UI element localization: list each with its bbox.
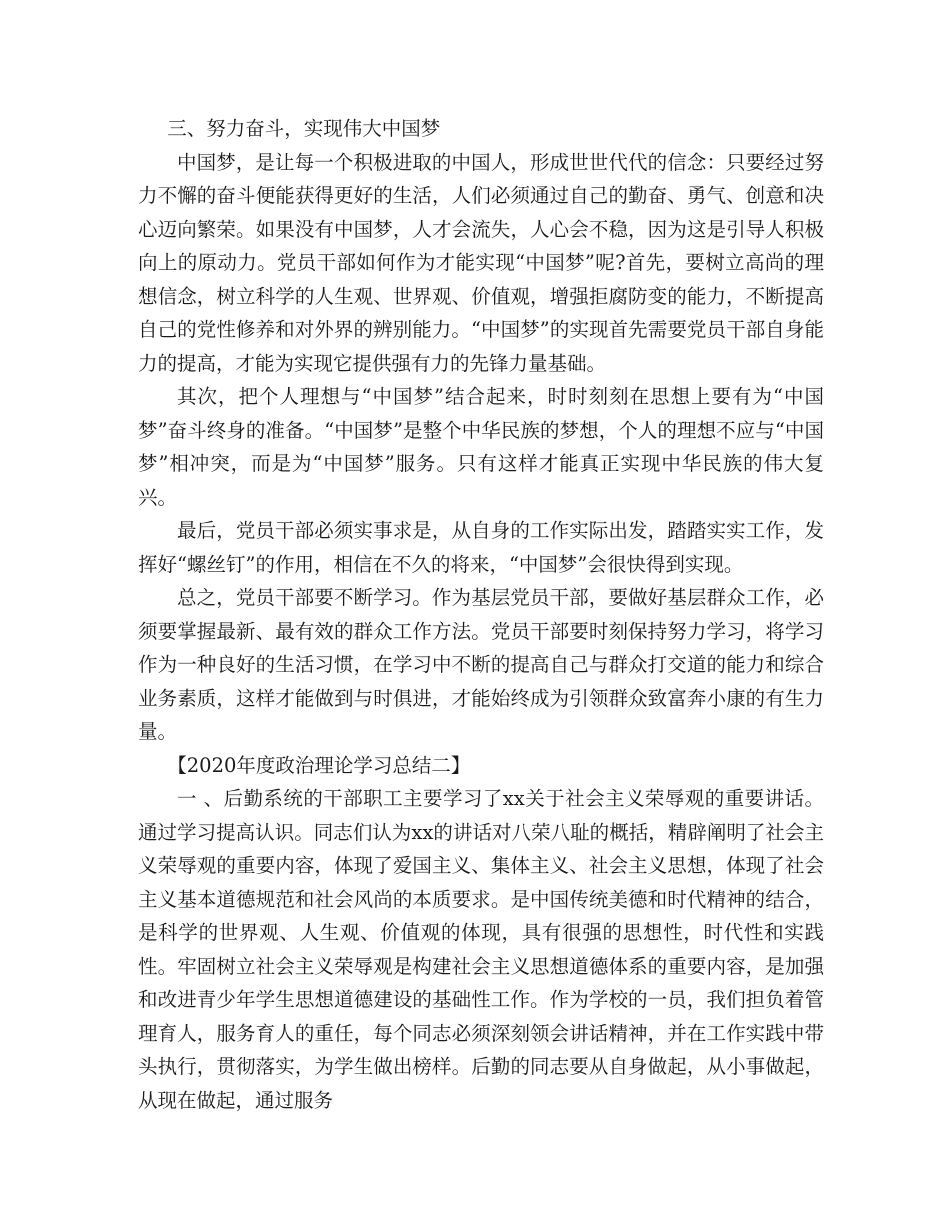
paragraph: 一 、后勤系统的干部职工主要学习了xx关于社会主义荣辱观的重要讲话。通过学习提高认识。同志们认为xx的讲话对八荣八耻的概括，精辟阐明了社会主义荣辱观的重要内容，体现了爱国主义、集体主义、社会主义思想，体现了社会主义基本道德规范和社会风尚的本质要求。是中国传统美德和时代精神的结合，是科学的世界观、人生观、价值观的体现，具有很强的思想性，时代性和实践性。牢固树立社会主义荣辱观是构建社会主义思想道德体系的重要内容，是加强和改进青少年学生思想道德建设的基础性工作。作为学校的一员，我们担负着管理育人，服务育人的重任，每个同志必须深刻领会讲话精神，并在工作实践中带头执行，贯彻落实，为学生做出榜样。后勤的同志要从自身做起，从小事做起，从现在做起，通过服务 [138,787,824,1112]
section-heading: 三、努力奋斗，实现伟大中国梦 [167,117,441,140]
paragraph: 总之，党员干部要不断学习。作为基层党员干部，要做好基层群众工作，必须要掌握最新、最有效的群众工作方法。党员干部要时刻保持努力学习，将学习作为一种良好的生活习惯，在学习中不断的提高自己与群众打交道的能力和综合业务素质，这样才能做到与时俱进，才能始终成为引领群众致富奔小康的有生力量。 [138,586,824,743]
paragraph: 其次，把个人理想与“中国梦”结合起来，时时刻刻在思想上要有为“中国梦”奋斗终身的准备。“中国梦”是整个中华民族的梦想，个人的理想不应与“中国梦”相冲突，而是为“中国梦”服务。只有这样才能真正实现中华民族的伟大复兴。 [138,385,824,509]
paragraph: 中国梦，是让每一个积极进取的中国人，形成世世代代的信念：只要经过努力不懈的奋斗便能获得更好的生活，人们必须通过自己的勤奋、勇气、创意和决心迈向繁荣。如果没有中国梦，人才会流失，人心会不稳，因为这是引导人积极向上的原动力。党员干部如何作为才能实现“中国梦”呢?首先，要树立高尚的理想信念，树立科学的人生观、世界观、价值观，增强拒腐防变的能力，不断提高自己的党性修养和对外界的辨别能力。“中国梦”的实现首先需要党员干部自身能力的提高，才能为实现它提供强有力的先锋力量基础。 [138,150,824,375]
paragraph: 最后，党员干部必须实事求是，从自身的工作实际出发，踏踏实实工作，发挥好“螺丝钉”的作用，相信在不久的将来，“中国梦”会很快得到实现。 [138,519,824,576]
document-body [138,112,824,1117]
section-heading: 【2020年度政治理论学习总结二】 [167,753,471,777]
